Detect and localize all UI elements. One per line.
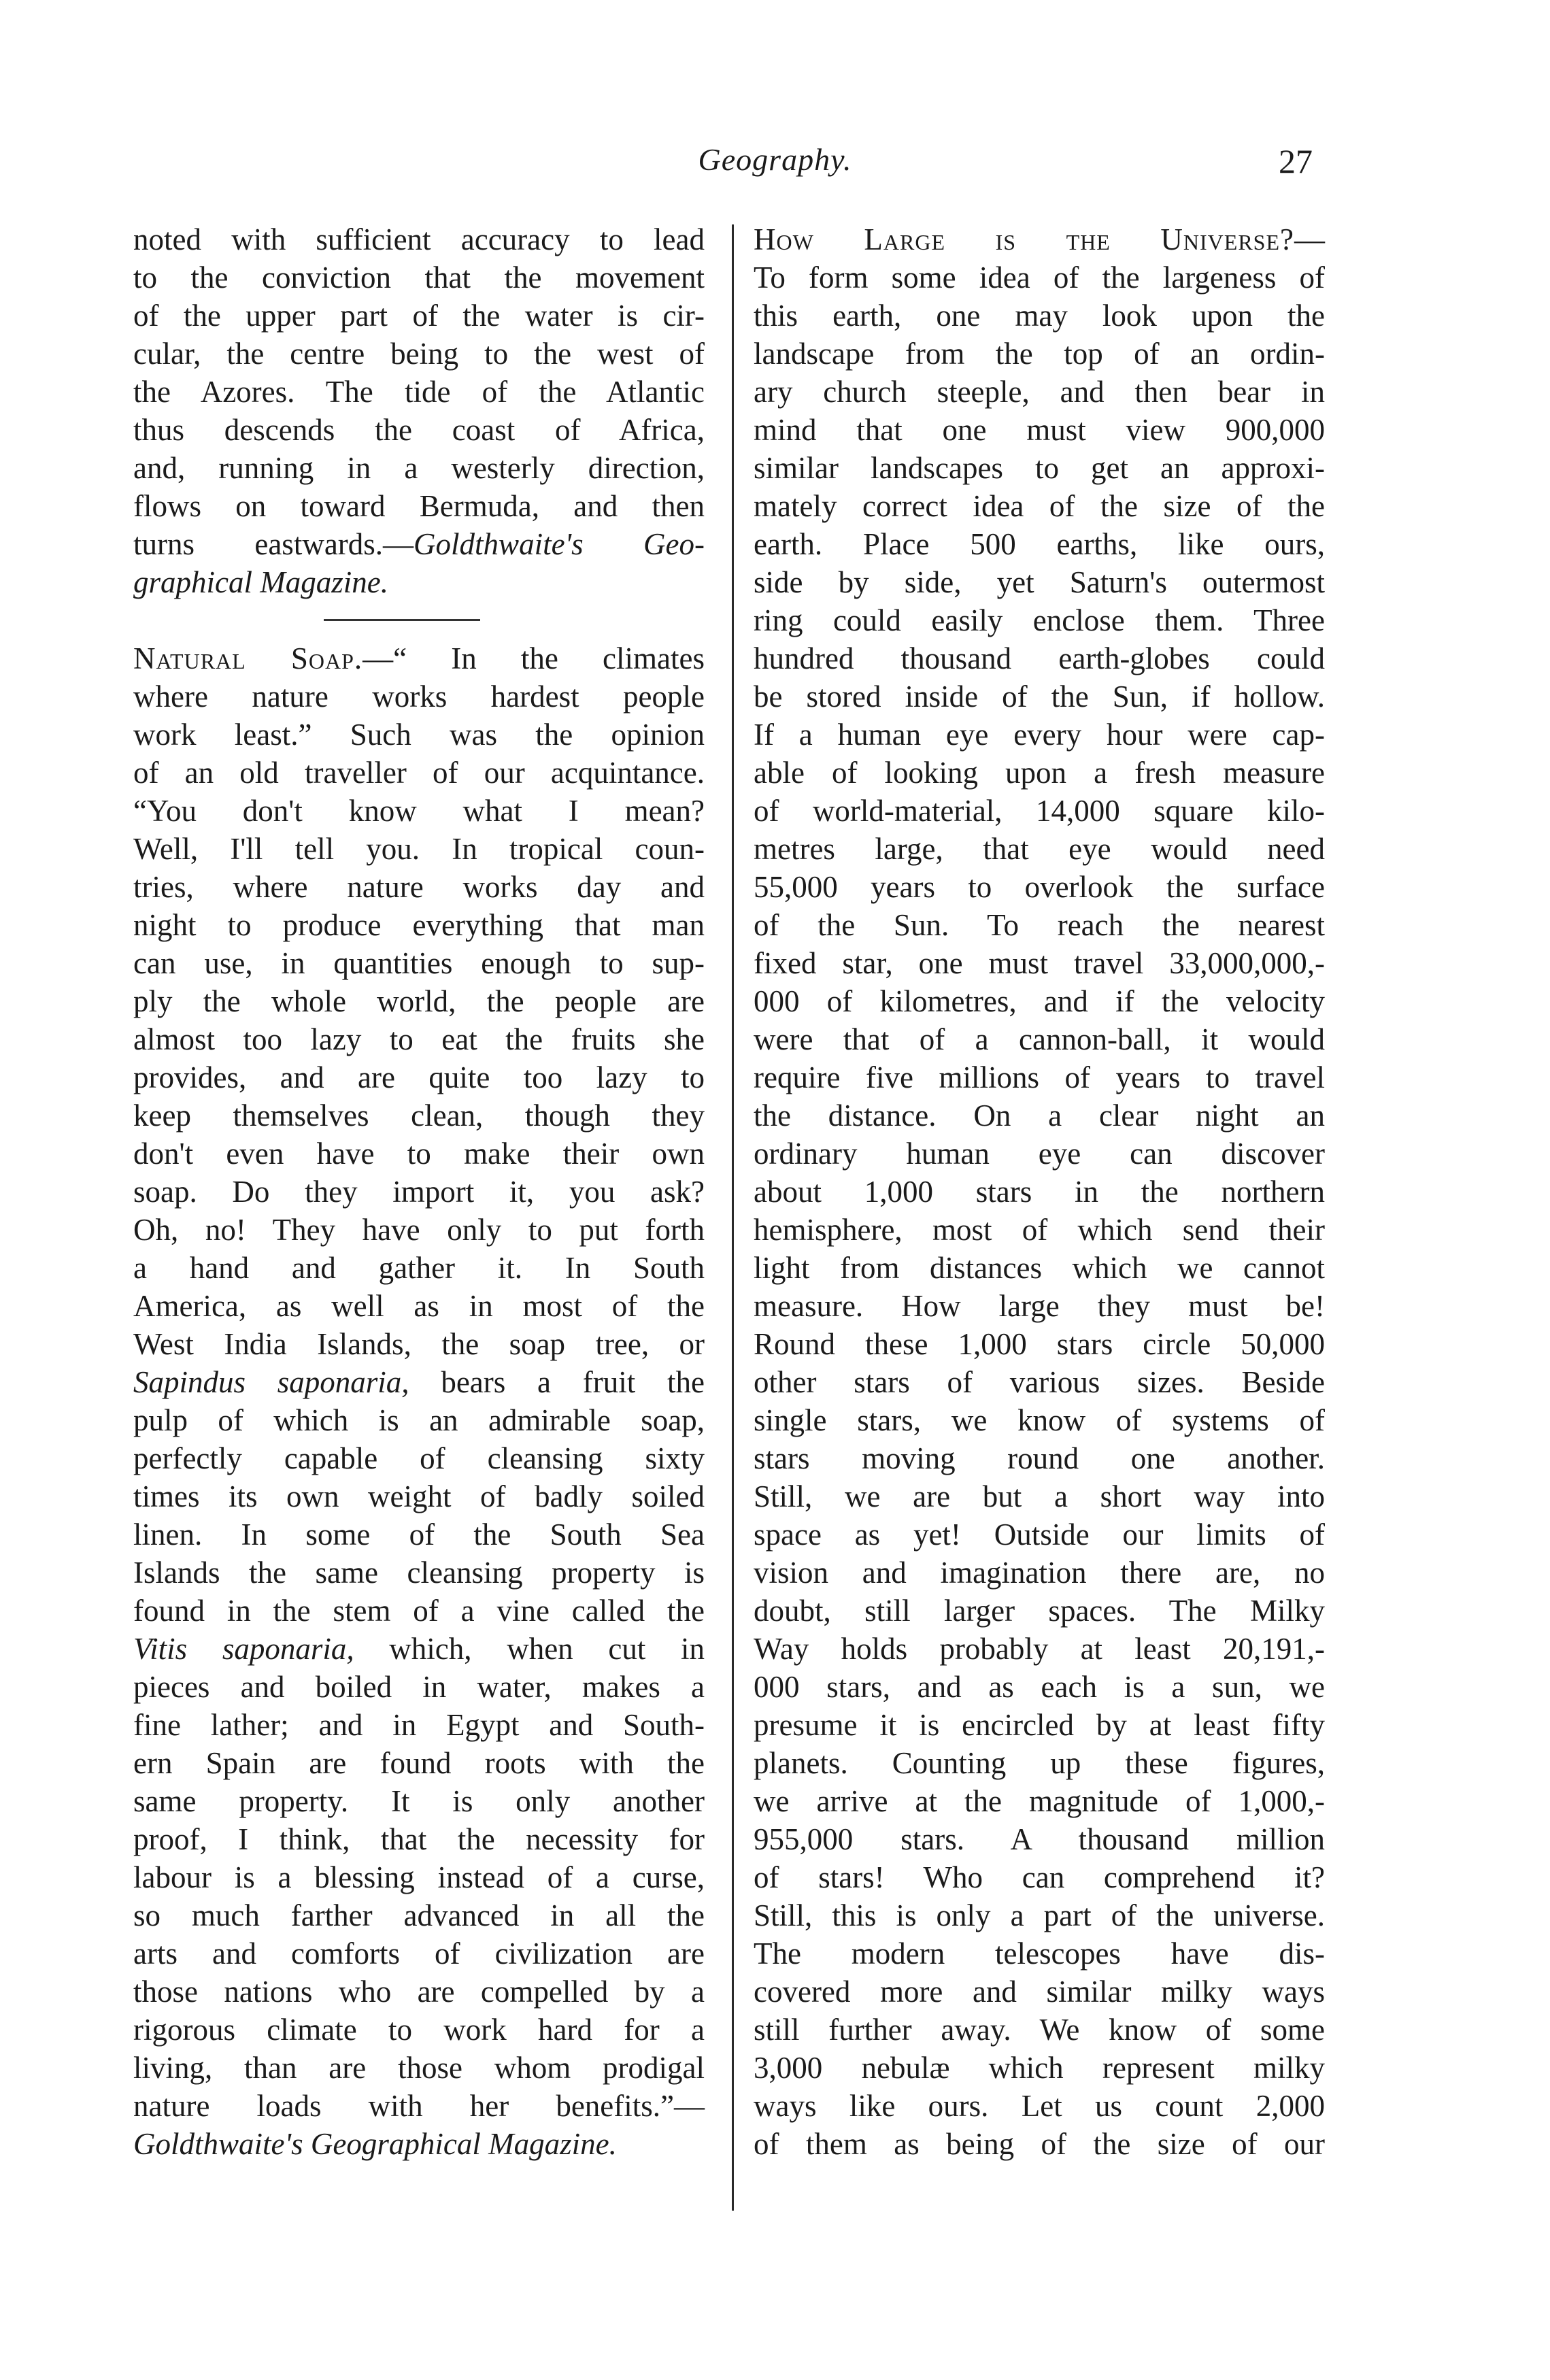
text-line: work least.” Such was the opinion — [133, 718, 705, 752]
text-line: almost too lazy to eat the fruits she — [133, 1022, 705, 1056]
text-line: so much farther advanced in all the — [133, 1898, 705, 1932]
text-line: America, as well as in most of the — [133, 1289, 705, 1323]
final-source-line — [133, 2125, 705, 2163]
text-line: 955,000 stars. A thousand million — [754, 1822, 1325, 1856]
text-line: planets. Counting up these figures, — [754, 1746, 1325, 1780]
text-line: keep themselves clean, though they — [133, 1099, 705, 1133]
text-line: metres large, that eye would need — [754, 832, 1325, 866]
text-line: provides, and are quite too lazy to — [133, 1060, 705, 1094]
text-line: light from distances which we cannot — [754, 1251, 1325, 1285]
text-line: of stars! Who can comprehend it? — [754, 1860, 1325, 1894]
text-line: space as yet! Outside our limits of — [754, 1518, 1325, 1552]
text-line: same property. It is only another — [133, 1784, 705, 1818]
text-line: of an old traveller of our acquintance. — [133, 756, 705, 790]
text-line: of them as being of the size of our — [754, 2127, 1325, 2161]
text-line: those nations who are compelled by a — [133, 1975, 705, 2009]
universe-heading: How Large is the Universe? — [754, 222, 1294, 256]
text-line: doubt, still larger spaces. The Milky — [754, 1594, 1325, 1628]
text-line: of the Sun. To reach the nearest — [754, 908, 1325, 942]
text-line: living, than are those whom prodigal — [133, 2051, 705, 2085]
text-line: 3,000 nebulæ which represent milky — [754, 2051, 1325, 2085]
text-line: mately correct idea of the size of the — [754, 489, 1325, 523]
text-line: arts and comforts of civilization are — [133, 1937, 705, 1971]
text-line: 000 stars, and as each is a sun, we — [754, 1670, 1325, 1704]
text-line: mind that one must view 900,000 — [754, 413, 1325, 447]
text-line: rigorous climate to work hard for a — [133, 2013, 705, 2047]
text-line: measure. How large they must be! — [754, 1289, 1325, 1323]
sapindus-italic: Sapindus saponaria, — [133, 1365, 409, 1399]
sapindus-rest: bears a fruit the — [409, 1365, 705, 1399]
text-line: ways like ours. Let us count 2,000 — [754, 2089, 1325, 2123]
natural-soap-heading: Natural Soap. — [133, 641, 363, 675]
source-italic-2: graphical Magazine. — [133, 565, 388, 599]
text-line: the Azores. The tide of the Atlantic — [133, 375, 705, 409]
vitis-rest: which, when cut in — [354, 1632, 705, 1666]
text-line: Still, this is only a part of the universe. — [754, 1898, 1325, 1932]
source-prefix: turns eastwards.— — [133, 527, 414, 561]
text-line: able of looking upon a fresh measure — [754, 756, 1325, 790]
text-line: stars moving round one another. — [754, 1441, 1325, 1475]
natural-soap-first-line — [133, 639, 705, 677]
text-line: cular, the centre being to the west of — [133, 337, 705, 371]
page-number: 27 — [1279, 142, 1313, 180]
text-line: to the conviction that the movement — [133, 261, 705, 295]
universe-heading-line — [754, 220, 1325, 258]
text-line: ply the whole world, the people are — [133, 984, 705, 1018]
final-source-italic: Goldthwaite's Geographical Magazine. — [133, 2127, 617, 2161]
text-line: fine lather; and in Egypt and South- — [133, 1708, 705, 1742]
source-line-2 — [133, 563, 705, 601]
text-line: times its own weight of badly soiled — [133, 1479, 705, 1513]
text-line: perfectly capable of cleansing sixty — [133, 1441, 705, 1475]
left-paragraph-tide — [133, 220, 705, 525]
text-line: pulp of which is an admirable soap, — [133, 1403, 705, 1437]
text-line: nature loads with her benefits.”— — [133, 2089, 705, 2123]
text-line: Still, we are but a short way into — [754, 1479, 1325, 1513]
text-line: presume it is encircled by at least fifty — [754, 1708, 1325, 1742]
text-line: where nature works hardest people — [133, 680, 705, 714]
text-line: other stars of various sizes. Beside — [754, 1365, 1325, 1399]
text-line: To form some idea of the largeness of — [754, 261, 1325, 295]
text-line: similar landscapes to get an approxi- — [754, 451, 1325, 485]
text-line: ary church steeple, and then bear in — [754, 375, 1325, 409]
text-line: West India Islands, the soap tree, or — [133, 1327, 705, 1361]
left-paragraph-soap — [133, 677, 705, 1363]
text-line: Round these 1,000 stars circle 50,000 — [754, 1327, 1325, 1361]
text-line: can use, in quantities enough to sup- — [133, 946, 705, 980]
text-line: the distance. On a clear night an — [754, 1099, 1325, 1133]
text-line: and, running in a westerly direction, — [133, 451, 705, 485]
left-paragraph-soap-3 — [133, 1668, 705, 2125]
text-line: fixed star, one must travel 33,000,000,- — [754, 946, 1325, 980]
section-divider-rule — [133, 601, 705, 639]
text-line: hundred thousand earth-globes could — [754, 641, 1325, 675]
vitis-line — [133, 1630, 705, 1668]
text-line: single stars, we know of systems of — [754, 1403, 1325, 1437]
text-line: “You don't know what I mean? — [133, 794, 705, 828]
text-line: labour is a blessing instead of a curse, — [133, 1860, 705, 1894]
source-italic: Goldthwaite's Geo- — [414, 527, 705, 561]
natural-soap-first-rest: —“ In the climates — [363, 641, 705, 675]
text-line: soap. Do they import it, you ask? — [133, 1175, 705, 1209]
text-line: we arrive at the magnitude of 1,000,- — [754, 1784, 1325, 1818]
text-line: noted with sufficient accuracy to lead — [133, 222, 705, 256]
text-line: of the upper part of the water is cir- — [133, 299, 705, 333]
text-line: Oh, no! They have only to put forth — [133, 1213, 705, 1247]
vitis-italic: Vitis saponaria, — [133, 1632, 354, 1666]
text-line: be stored inside of the Sun, if hollow. — [754, 680, 1325, 714]
universe-heading-dash: — — [1294, 222, 1325, 256]
sapindus-line — [133, 1363, 705, 1401]
text-line: covered more and similar milky ways — [754, 1975, 1325, 2009]
text-line: If a human eye every hour were cap- — [754, 718, 1325, 752]
text-line: of world-material, 14,000 square kilo- — [754, 794, 1325, 828]
column-divider — [732, 224, 734, 2211]
text-line: were that of a cannon-ball, it would — [754, 1022, 1325, 1056]
text-line: 55,000 years to overlook the surface — [754, 870, 1325, 904]
text-line: night to produce everything that man — [133, 908, 705, 942]
text-line: don't even have to make their own — [133, 1137, 705, 1171]
text-line: landscape from the top of an ordin- — [754, 337, 1325, 371]
text-line: ring could easily enclose them. Three — [754, 603, 1325, 637]
left-column — [133, 220, 705, 2163]
source-line — [133, 525, 705, 563]
text-line: 000 of kilometres, and if the velocity — [754, 984, 1325, 1018]
text-line: ern Spain are found roots with the — [133, 1746, 705, 1780]
text-line: thus descends the coast of Africa, — [133, 413, 705, 447]
text-line: hemisphere, most of which send their — [754, 1213, 1325, 1247]
text-line: found in the stem of a vine called the — [133, 1594, 705, 1628]
text-line: vision and imagination there are, no — [754, 1556, 1325, 1590]
text-line: Way holds probably at least 20,191,- — [754, 1632, 1325, 1666]
text-line: The modern telescopes have dis- — [754, 1937, 1325, 1971]
text-line: this earth, one may look upon the — [754, 299, 1325, 333]
text-line: Islands the same cleansing property is — [133, 1556, 705, 1590]
text-line: side by side, yet Saturn's outermost — [754, 565, 1325, 599]
text-line: require five millions of years to travel — [754, 1060, 1325, 1094]
text-line: tries, where nature works day and — [133, 870, 705, 904]
right-column — [754, 220, 1325, 2163]
text-line: still further away. We know of some — [754, 2013, 1325, 2047]
text-line: proof, I think, that the necessity for — [133, 1822, 705, 1856]
left-paragraph-soap-2 — [133, 1401, 705, 1630]
running-head: Geography. — [698, 142, 852, 177]
text-line: Well, I'll tell you. In tropical coun- — [133, 832, 705, 866]
text-line: ordinary human eye can discover — [754, 1137, 1325, 1171]
text-line: flows on toward Bermuda, and then — [133, 489, 705, 523]
text-line: a hand and gather it. In South — [133, 1251, 705, 1285]
right-paragraph — [754, 258, 1325, 2163]
text-line: about 1,000 stars in the northern — [754, 1175, 1325, 1209]
text-line: earth. Place 500 earths, like ours, — [754, 527, 1325, 561]
text-line: pieces and boiled in water, makes a — [133, 1670, 705, 1704]
text-line: linen. In some of the South Sea — [133, 1518, 705, 1552]
